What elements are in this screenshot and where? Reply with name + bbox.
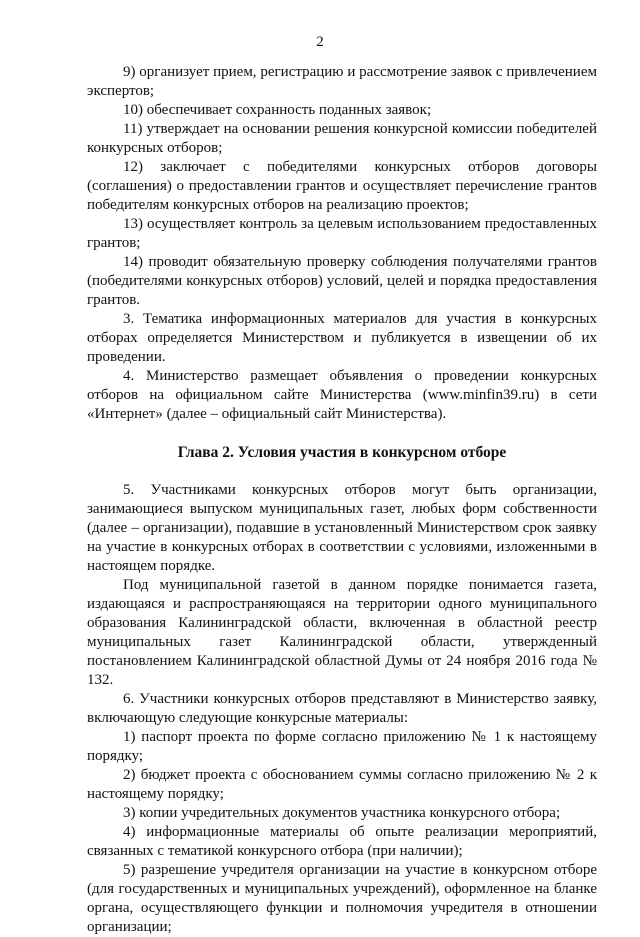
paragraph-list-item-2: 2) бюджет проекта с обоснованием суммы согласно приложению № 2 к настоящему порядку; — [87, 767, 597, 802]
paragraph-list-item-1: 1) паспорт проекта по форме согласно приложению № 1 к настоящему порядку; — [87, 729, 597, 764]
paragraph-section-3: 3. Тематика информационных материалов для участия в конкурсных отборах определяется Министерством и публикуется в извещении об их проведении. — [87, 311, 597, 365]
paragraph-section-5: 5. Участниками конкурсных отборов могут быть организации, занимающиеся выпуском муниципальных газет, любых форм собственности (далее – организации), подавшие в установленный Министерством срок заявку на участие в конкурсных отборах в соответствии с условиями, изложенными в настоящем порядке. — [87, 482, 597, 574]
paragraph-list-item-3: 3) копии учредительных документов участника конкурсного отбора; — [123, 805, 561, 821]
chapter-heading: Глава 2. Условия участия в конкурсном отборе — [177, 444, 507, 461]
paragraph-item-10: 10) обеспечивает сохранность поданных заявок; — [123, 102, 432, 118]
paragraph-item-13: 13) осуществляет контроль за целевым использованием предоставленных грантов; — [87, 216, 597, 251]
paragraph-item-12: 12) заключает с победителями конкурсных отборов договоры (соглашения) о предоставлении грантов и осуществляет перечисление грантов победителям конкурсных отборов на реализацию проектов; — [87, 159, 597, 213]
paragraph-list-item-4: 4) информационные материалы об опыте реализации мероприятий, связанных с тематикой конкурсного отбора (при наличии); — [87, 824, 597, 859]
paragraph-list-item-5: 5) разрешение учредителя организации на участие в конкурсном отборе (для государственных и муниципальных учреждений), оформленное на бланке органа, осуществляющего функции и полномочия учредителя в отношении организации; — [87, 862, 597, 935]
paragraph-definition: Под муниципальной газетой в данном порядке понимается газета, издающаяся и распространяющаяся на территории одного муниципального образования Калининградской области, включенная в областной реестр муниципальных газет Калининградской области, утвержденный постановлением Калининградской областной Думы от 24 ноября 2016 года № 132. — [87, 577, 597, 688]
paragraph-item-9: 9) организует прием, регистрацию и рассмотрение заявок с привлечением экспертов; — [87, 64, 597, 99]
paragraph-item-11: 11) утверждает на основании решения конкурсной комиссии победителей конкурсных отборов; — [87, 121, 597, 156]
paragraph-section-4: 4. Министерство размещает объявления о проведении конкурсных отборов на официальном сайте Министерства (www.minfin39.ru) в сети «Интернет» (далее – официальный сайт Министерства). — [87, 368, 597, 422]
page-number: 2 — [316, 34, 324, 50]
paragraph-item-14: 14) проводит обязательную проверку соблюдения получателями грантов (победителями конкурсных отборов) условий, целей и порядка предоставления грантов. — [87, 254, 597, 308]
paragraph-section-6: 6. Участники конкурсных отборов представляют в Министерство заявку, включающую следующие конкурсные материалы: — [87, 691, 597, 726]
document-body — [87, 63, 597, 937]
